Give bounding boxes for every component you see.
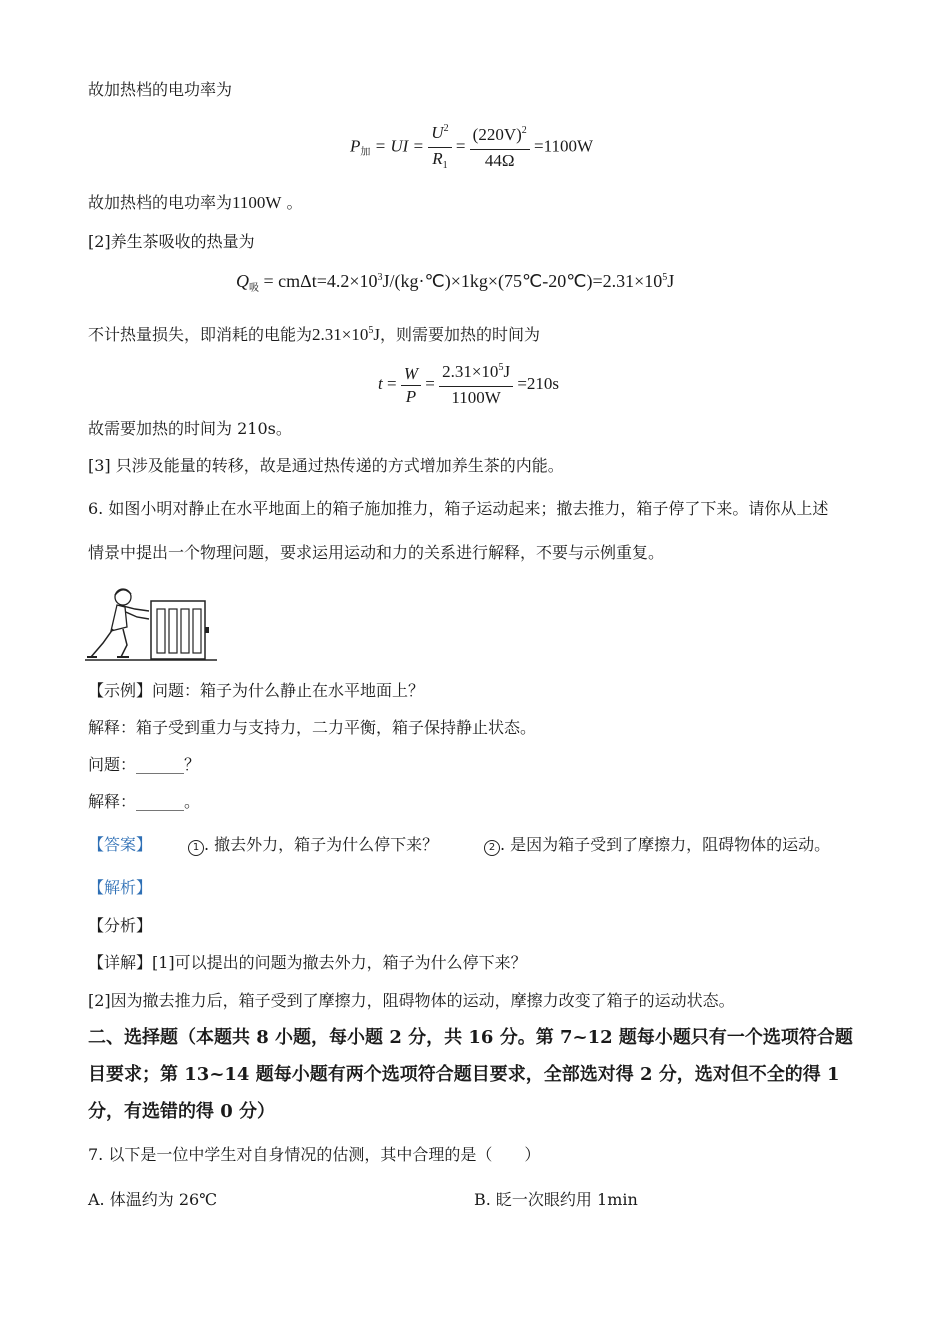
eq2-mid: = cmΔt=4.2×10 bbox=[263, 271, 378, 291]
analysis-label: 【解析】 bbox=[88, 878, 153, 897]
eq2-end: J bbox=[667, 271, 675, 291]
result-value: 1100W bbox=[232, 193, 282, 212]
eq2-exp1: 3 bbox=[377, 272, 383, 283]
section2-heading-line3: 分，有选错的得 0 分） bbox=[88, 1101, 276, 1122]
result-suffix: 。 bbox=[281, 193, 303, 212]
eq1-UI: = UI = bbox=[374, 136, 425, 156]
blank-answer: 解释：______。 bbox=[88, 792, 201, 811]
eq1-frac-U-R bbox=[428, 123, 451, 172]
time-line: 故需要加热的时间为 210s。 bbox=[88, 419, 292, 438]
eq3-P: P bbox=[405, 386, 417, 406]
energy-exp: 5 bbox=[368, 325, 374, 336]
answer-1-number: 1 bbox=[188, 840, 204, 856]
example-question: 【示例】问题：箱子为什么静止在水平地面上？ bbox=[88, 681, 425, 700]
eq1-P: P bbox=[350, 136, 361, 156]
energy-unit: J bbox=[373, 325, 380, 344]
q7-option-a: A. 体温约为 26℃ bbox=[88, 1190, 218, 1209]
eq2-exp2: 5 bbox=[662, 272, 668, 283]
eq1-num-sq: 2 bbox=[521, 124, 527, 136]
section2-heading-line1: 二、选择题（本题共 8 小题，每小题 2 分，共 16 分。第 7~12 题每小题只有一个选项符合题 bbox=[88, 1027, 853, 1048]
eq1-den: 44Ω bbox=[484, 150, 515, 170]
energy-line bbox=[88, 325, 540, 348]
eq3-frac-WP bbox=[401, 364, 421, 407]
eq3-frac-values bbox=[439, 362, 513, 408]
result-prefix: 故加热档的电功率为 bbox=[88, 193, 233, 212]
answer-row bbox=[88, 835, 152, 855]
equation-time bbox=[378, 362, 559, 408]
eq1-R-sub: 1 bbox=[442, 160, 448, 171]
energy-prefix: 不计热量损失，即消耗的电能为 bbox=[88, 325, 313, 344]
eq1-U: U bbox=[431, 123, 444, 142]
equation-power bbox=[350, 123, 593, 172]
answer-2 bbox=[484, 835, 830, 856]
eq3-num-exp: 5 bbox=[498, 362, 504, 373]
boy-front-leg bbox=[121, 629, 127, 657]
eq1-num: (220V) bbox=[472, 124, 522, 144]
result-line bbox=[88, 193, 303, 213]
boy-torso bbox=[111, 605, 127, 631]
eq2-Q: Q bbox=[236, 271, 249, 291]
answer-2-text: . 是因为箱子受到了摩擦力，阻碍物体的运动。 bbox=[500, 835, 831, 854]
eq2-mid2: J/(kg·℃)×1kg×(75℃-20℃)=2.31×10 bbox=[382, 271, 663, 291]
eq1-frac-values bbox=[470, 125, 530, 171]
q6-line1: 6. 如图小明对静止在水平地面上的箱子施加推力，箱子运动起来；撤去推力，箱子停了下来。请你从上述 bbox=[88, 499, 829, 518]
answer-1-text: . 撤去外力，箱子为什么停下来？ bbox=[204, 835, 439, 854]
energy-value: 2.31×10 bbox=[312, 325, 369, 344]
eq3-num: 2.31×10 bbox=[442, 362, 499, 381]
fenxi-label: 【分析】 bbox=[88, 916, 153, 935]
eq2-Q-sub: 吸 bbox=[249, 283, 259, 294]
answer-1 bbox=[188, 835, 438, 856]
eq3-t: t bbox=[378, 373, 383, 393]
eq3-result: =210s bbox=[517, 373, 560, 393]
eq3-den: 1100W bbox=[451, 388, 501, 407]
eq3-eq2: = bbox=[425, 373, 435, 393]
step3-line: [3] 只涉及能量的转移，故是通过热传递的方式增加养生茶的内能。 bbox=[88, 456, 564, 475]
blank-question: 问题：______？ bbox=[88, 755, 201, 774]
section2-heading-line2: 目要求；第 13~14 题每小题有两个选项符合题目要求，全部选对得 2 分，选对但不全的得 1 bbox=[88, 1064, 840, 1085]
eq3-num-unit: J bbox=[503, 362, 511, 381]
q6-line2: 情景中提出一个物理问题，要求运用运动和力的关系进行解释，不要与示例重复。 bbox=[88, 543, 665, 562]
intro-line: 故加热档的电功率为 bbox=[88, 80, 233, 99]
q7-option-b: B. 眨一次眼约用 1min bbox=[474, 1190, 638, 1209]
detail-line-2: [2]因为撤去推力后，箱子受到了摩擦力，阻碍物体的运动，摩擦力改变了箱子的运动状态。 bbox=[88, 991, 735, 1010]
example-answer: 解释：箱子受到重力与支持力，二力平衡，箱子保持静止状态。 bbox=[88, 718, 537, 737]
eq1-result: =1100W bbox=[534, 136, 594, 156]
boy-back-leg bbox=[91, 629, 113, 657]
energy-suffix: ，则需要加热的时间为 bbox=[379, 325, 540, 344]
eq1-P-sub: 加 bbox=[360, 147, 371, 159]
box-handle bbox=[205, 627, 209, 633]
answer-2-number: 2 bbox=[484, 840, 500, 856]
box bbox=[151, 601, 205, 659]
step2-label: [2]养生茶吸收的热量为 bbox=[88, 232, 255, 251]
detail-line-1: 【详解】[1]可以提出的问题为撤去外力，箱子为什么停下来？ bbox=[88, 953, 527, 972]
equation-heat bbox=[236, 271, 674, 292]
eq1-R: R bbox=[432, 149, 443, 168]
boy-pushing-box-illustration bbox=[85, 585, 220, 665]
eq1-eq: = bbox=[455, 136, 466, 156]
eq3-W: W bbox=[401, 364, 421, 386]
q7-stem: 7. 以下是一位中学生对自身情况的估测，其中合理的是（ ） bbox=[88, 1145, 541, 1164]
eq3-eq: = bbox=[386, 373, 397, 393]
answer-label: 【答案】 bbox=[88, 835, 153, 854]
eq1-sq: 2 bbox=[443, 123, 449, 134]
